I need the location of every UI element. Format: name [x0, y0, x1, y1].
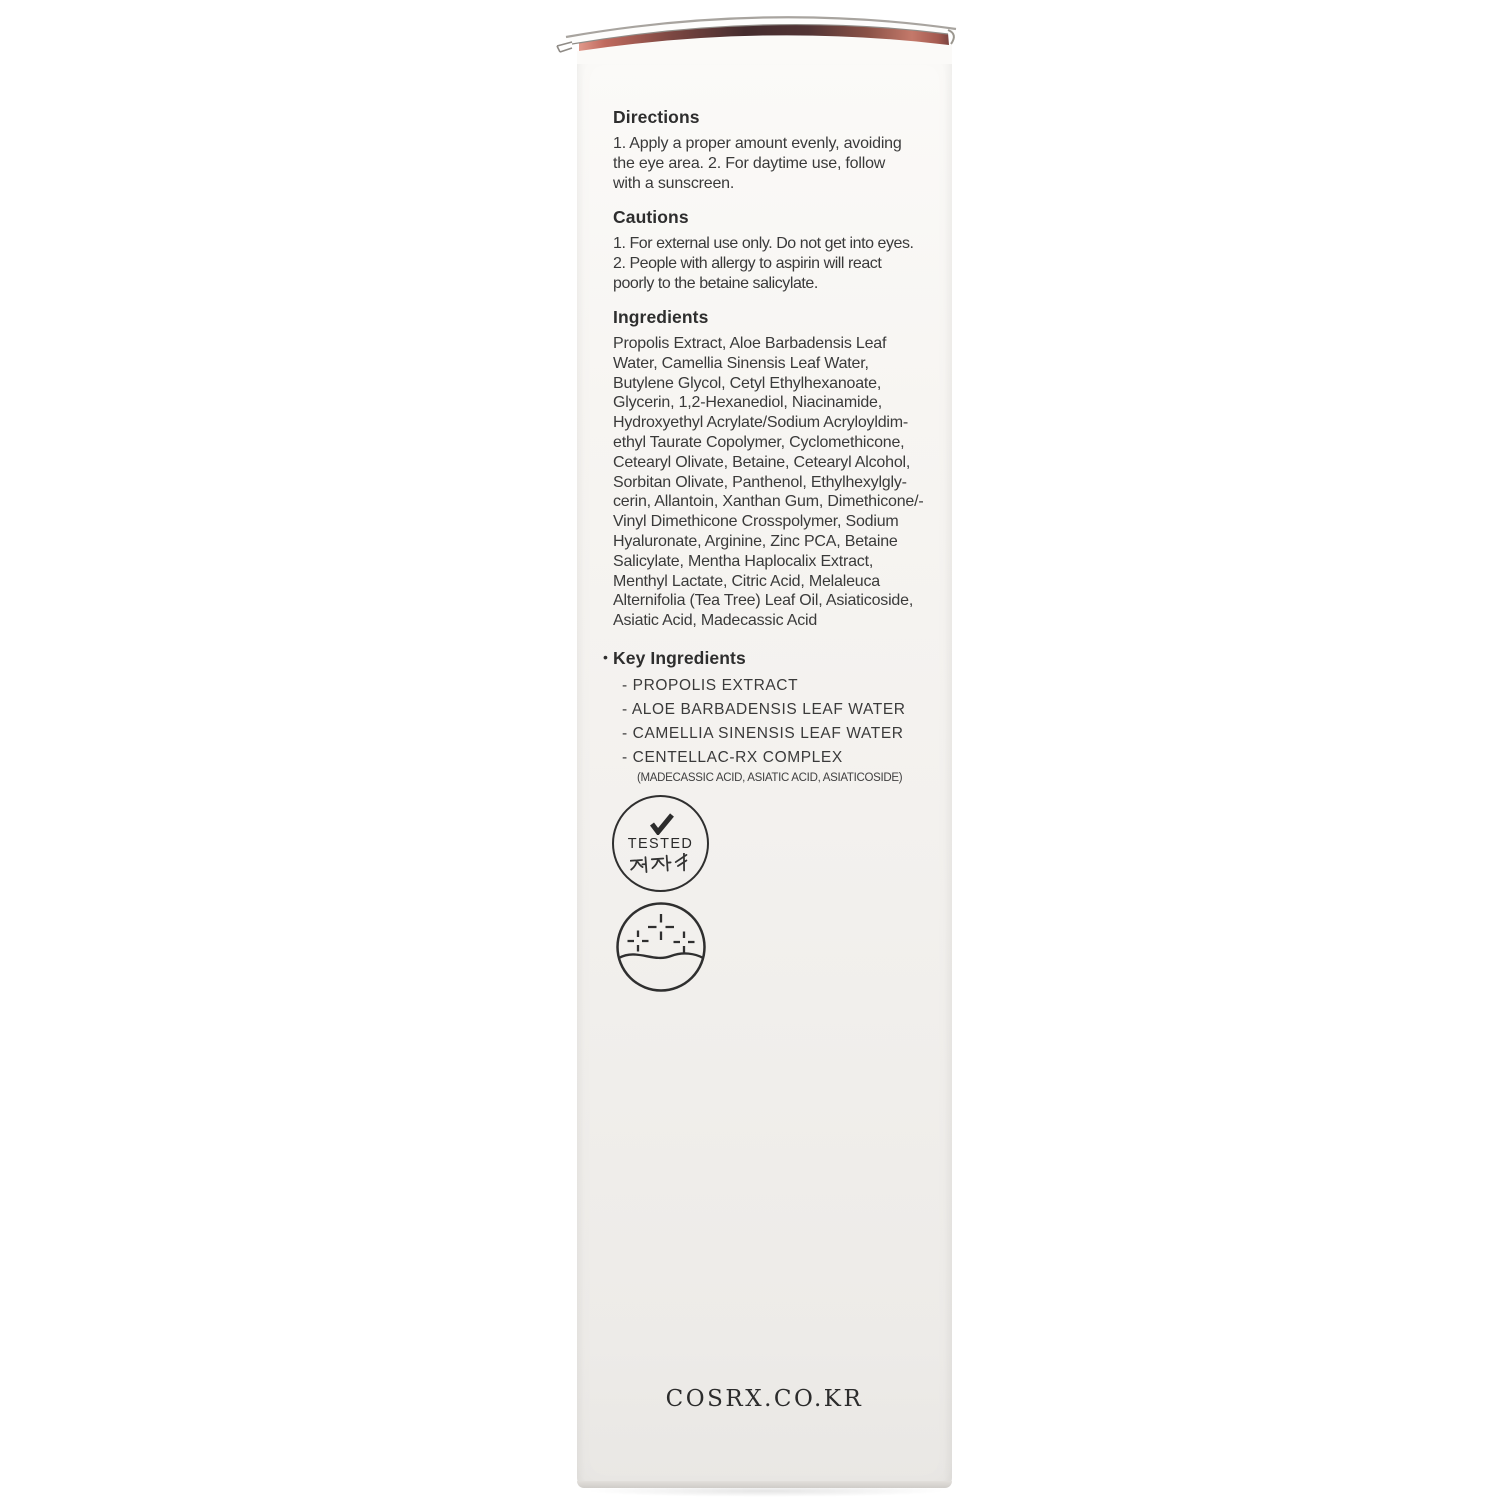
ingredients-line: Propolis Extract, Aloe Barbadensis Leaf: [613, 335, 887, 352]
directions-line: the eye area. 2. For daytime use, follow: [613, 154, 886, 172]
ingredients-line: Cetearyl Olivate, Betaine, Cetearyl Alcohol,: [613, 453, 911, 471]
directions-line: 1. Apply a proper amount evenly, avoiding: [613, 135, 902, 152]
key-ingredient-note: (MADECASSIC ACID, ASIATIC ACID, ASIATICOSIDE): [637, 772, 903, 784]
box-front-panel: [577, 52, 952, 1488]
korean-low-irritation-text: [630, 853, 692, 875]
ingredients-line: Hyaluronate, Arginine, Zinc PCA, Betaine: [613, 532, 898, 550]
key-ingredient-item: - ALOE BARBADENSIS LEAF WATER: [622, 701, 906, 718]
ingredients-section: [613, 307, 957, 631]
ingredients-line: Vinyl Dimethicone Crosspolymer, Sodium: [613, 513, 899, 531]
cautions-line: 1. For external use only. Do not get into eyes.: [613, 235, 914, 252]
ingredients-line: Asiatic Acid, Madecassic Acid: [613, 612, 818, 630]
key-ingredient-item: - PROPOLIS EXTRACT: [622, 677, 799, 694]
ingredients-line: cerin, Allantoin, Xanthan Gum, Dimethicone/-: [613, 493, 924, 511]
brand-url-text: COSRX.CO.KR: [665, 1386, 864, 1412]
ingredients-line: Alternifolia (Tea Tree) Leaf Oil, Asiaticoside,: [613, 592, 914, 610]
ingredients-heading: Ingredients: [613, 307, 709, 327]
tested-stamp-badge: [612, 795, 709, 892]
bullet-dot: •: [603, 649, 608, 665]
key-ingredient-item: - CENTELLAC-RX COMPLEX: [622, 749, 843, 766]
ingredients-line: Sorbitan Olivate, Panthenol, Ethylhexylgly-: [613, 473, 907, 491]
directions-section: [613, 107, 957, 193]
directions-heading: Directions: [613, 107, 700, 127]
checkmark-icon: [645, 811, 677, 835]
cautions-heading: Cautions: [613, 207, 689, 227]
key-ingredient-item: - CAMELLIA SINENSIS LEAF WATER: [622, 725, 904, 742]
box-lid-flap: [550, 0, 970, 64]
ingredients-line: Glycerin, 1,2-Hexanediol, Niacinamide,: [613, 394, 882, 412]
sparkles-wave-icon: [615, 901, 707, 993]
tested-label: TESTED: [627, 835, 694, 852]
ingredients-line: Salicylate, Mentha Haplocalix Extract,: [613, 552, 874, 570]
ingredients-line: Water, Camellia Sinensis Leaf Water,: [613, 354, 869, 372]
ingredients-line: Butylene Glycol, Cetyl Ethylhexanoate,: [613, 374, 882, 392]
key-ingredients-section: [603, 648, 957, 784]
directions-line: with a sunscreen.: [613, 174, 735, 192]
key-ingredients-heading: Key Ingredients: [613, 648, 746, 668]
cautions-line: 2. People with allergy to aspirin will react: [613, 254, 882, 272]
ingredients-line: ethyl Taurate Copolymer, Cyclomethicone,: [613, 433, 905, 451]
key-ingredients-list: [622, 674, 957, 784]
cautions-section: [613, 207, 957, 293]
cautions-line: poorly to the betaine salicylate.: [613, 274, 818, 292]
ingredients-line: Menthyl Lactate, Citric Acid, Melaleuca: [613, 572, 880, 590]
ingredients-line: Hydroxyethyl Acrylate/Sodium Acryloyldim-: [613, 414, 909, 432]
